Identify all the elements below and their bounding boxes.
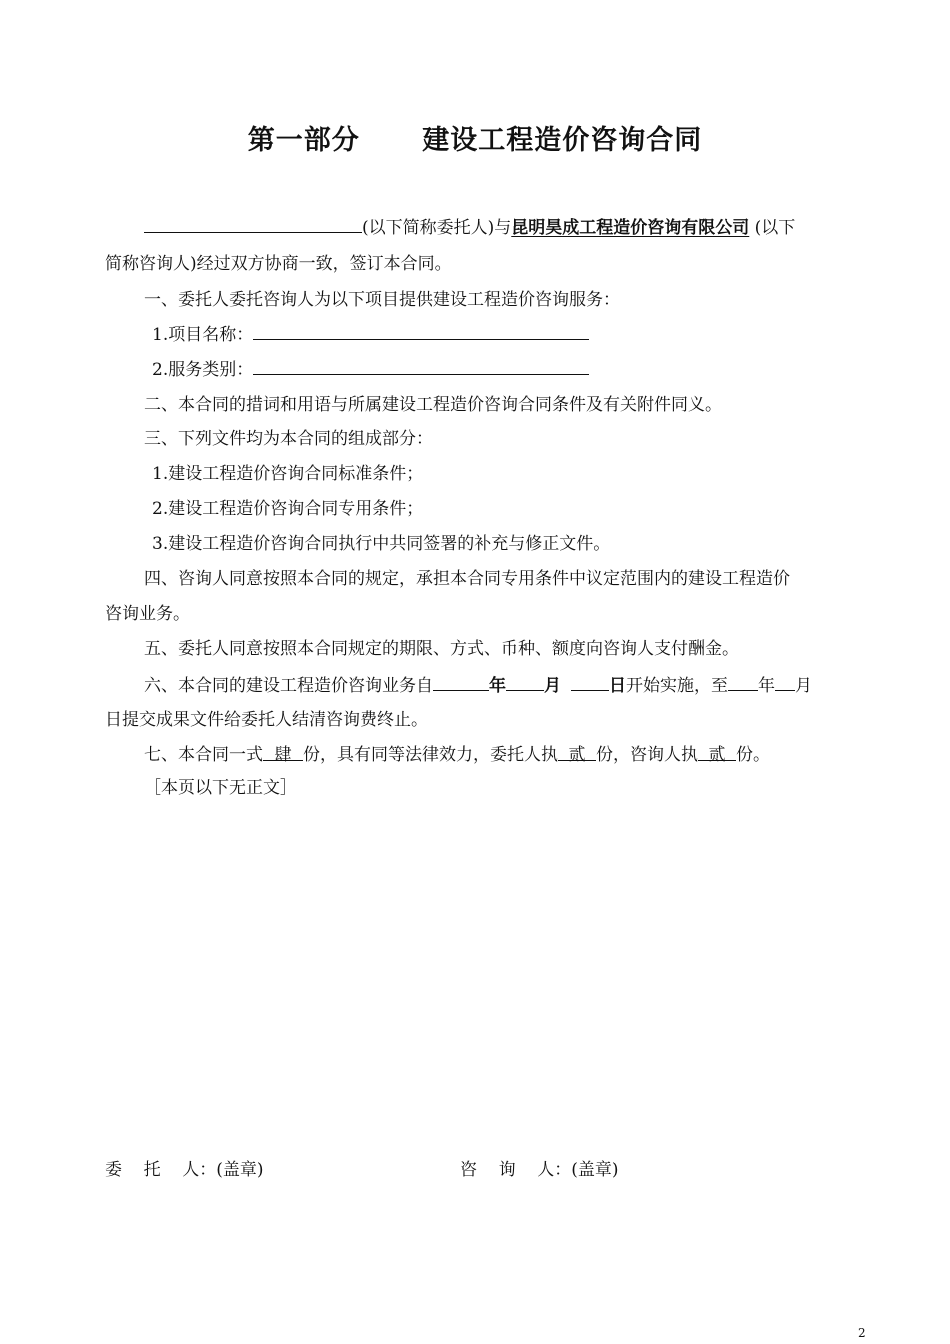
clause-1: 一、委托人委托咨询人为以下项目提供建设工程造价咨询服务： bbox=[144, 290, 620, 310]
intro-paragraph bbox=[144, 214, 914, 241]
clause-6-prefix: 六、本合同的建设工程造价咨询业务自 bbox=[144, 676, 433, 696]
clause-2: 二、本合同的措词和用语与所属建设工程造价咨询合同条件及有关附件同义。 bbox=[144, 395, 722, 415]
client-signature-label: 委 托 人：(盖章) bbox=[105, 1160, 264, 1180]
month-label: 月 bbox=[544, 676, 561, 696]
clause-4: 四、咨询人同意按照本合同的规定，承担本合同专用条件中议定范围内的建设工程造价 bbox=[144, 569, 790, 589]
clause-6 bbox=[144, 672, 914, 699]
doc-item-1: 1.建设工程造价咨询合同标准条件； bbox=[152, 464, 424, 484]
copies-total-field[interactable]: 肆 bbox=[263, 742, 303, 761]
project-name-blank[interactable] bbox=[253, 321, 589, 340]
clause-3: 三、下列文件均为本合同的组成部分： bbox=[144, 429, 433, 449]
doc-item-2: 2.建设工程造价咨询合同专用条件； bbox=[152, 499, 424, 519]
end-year-blank[interactable] bbox=[728, 672, 758, 691]
service-type-row bbox=[152, 356, 922, 383]
consultant-company-name: 昆明昊成工程造价咨询有限公司 bbox=[511, 218, 750, 238]
day-label: 日 bbox=[609, 676, 626, 696]
start-day-blank[interactable] bbox=[571, 672, 609, 691]
client-name-blank[interactable] bbox=[144, 214, 362, 233]
project-name-row bbox=[152, 321, 922, 348]
clause-7-mid2: 份，咨询人执 bbox=[596, 745, 698, 765]
page-title: 第一部分 建设工程造价咨询合同 bbox=[247, 125, 703, 156]
copies-consultant-field[interactable]: 贰 bbox=[698, 742, 736, 761]
doc-item-3: 3.建设工程造价咨询合同执行中共同签署的补充与修正文件。 bbox=[152, 534, 611, 554]
page-number: 2 bbox=[858, 1326, 866, 1340]
clause-7-mid1: 份，具有同等法律效力，委托人执 bbox=[303, 745, 558, 765]
intro-line-2: 简称咨询人)经过双方协商一致，签订本合同。 bbox=[105, 254, 452, 274]
end-year-label: 年 bbox=[758, 676, 775, 696]
service-type-blank[interactable] bbox=[253, 356, 589, 375]
start-year-blank[interactable] bbox=[433, 672, 489, 691]
clause-7-prefix: 七、本合同一式 bbox=[144, 745, 263, 765]
end-month-blank[interactable] bbox=[775, 672, 795, 691]
year-label: 年 bbox=[489, 676, 506, 696]
clause-7 bbox=[144, 742, 914, 768]
end-month-label: 月 bbox=[795, 676, 812, 696]
no-text-note: ［本页以下无正文］ bbox=[144, 778, 297, 798]
clause-6-continued: 日提交成果文件给委托人结清咨询费终止。 bbox=[105, 710, 428, 730]
project-name-label: 1.项目名称： bbox=[152, 325, 254, 345]
consultant-signature-label: 咨 询 人：(盖章) bbox=[460, 1160, 619, 1180]
clause-6-mid: 开始实施，至 bbox=[626, 676, 728, 696]
start-month-blank[interactable] bbox=[506, 672, 544, 691]
clause-4-continued: 咨询业务。 bbox=[105, 604, 190, 624]
copies-client-field[interactable]: 贰 bbox=[558, 742, 596, 761]
intro-text: (以下简称委托人)与 bbox=[362, 218, 512, 238]
clause-7-suffix: 份。 bbox=[736, 745, 770, 765]
clause-5: 五、委托人同意按照本合同规定的期限、方式、币种、额度向咨询人支付酬金。 bbox=[144, 639, 739, 659]
intro-text-tail: (以下 bbox=[749, 218, 796, 238]
service-type-label: 2.服务类别： bbox=[152, 360, 254, 380]
